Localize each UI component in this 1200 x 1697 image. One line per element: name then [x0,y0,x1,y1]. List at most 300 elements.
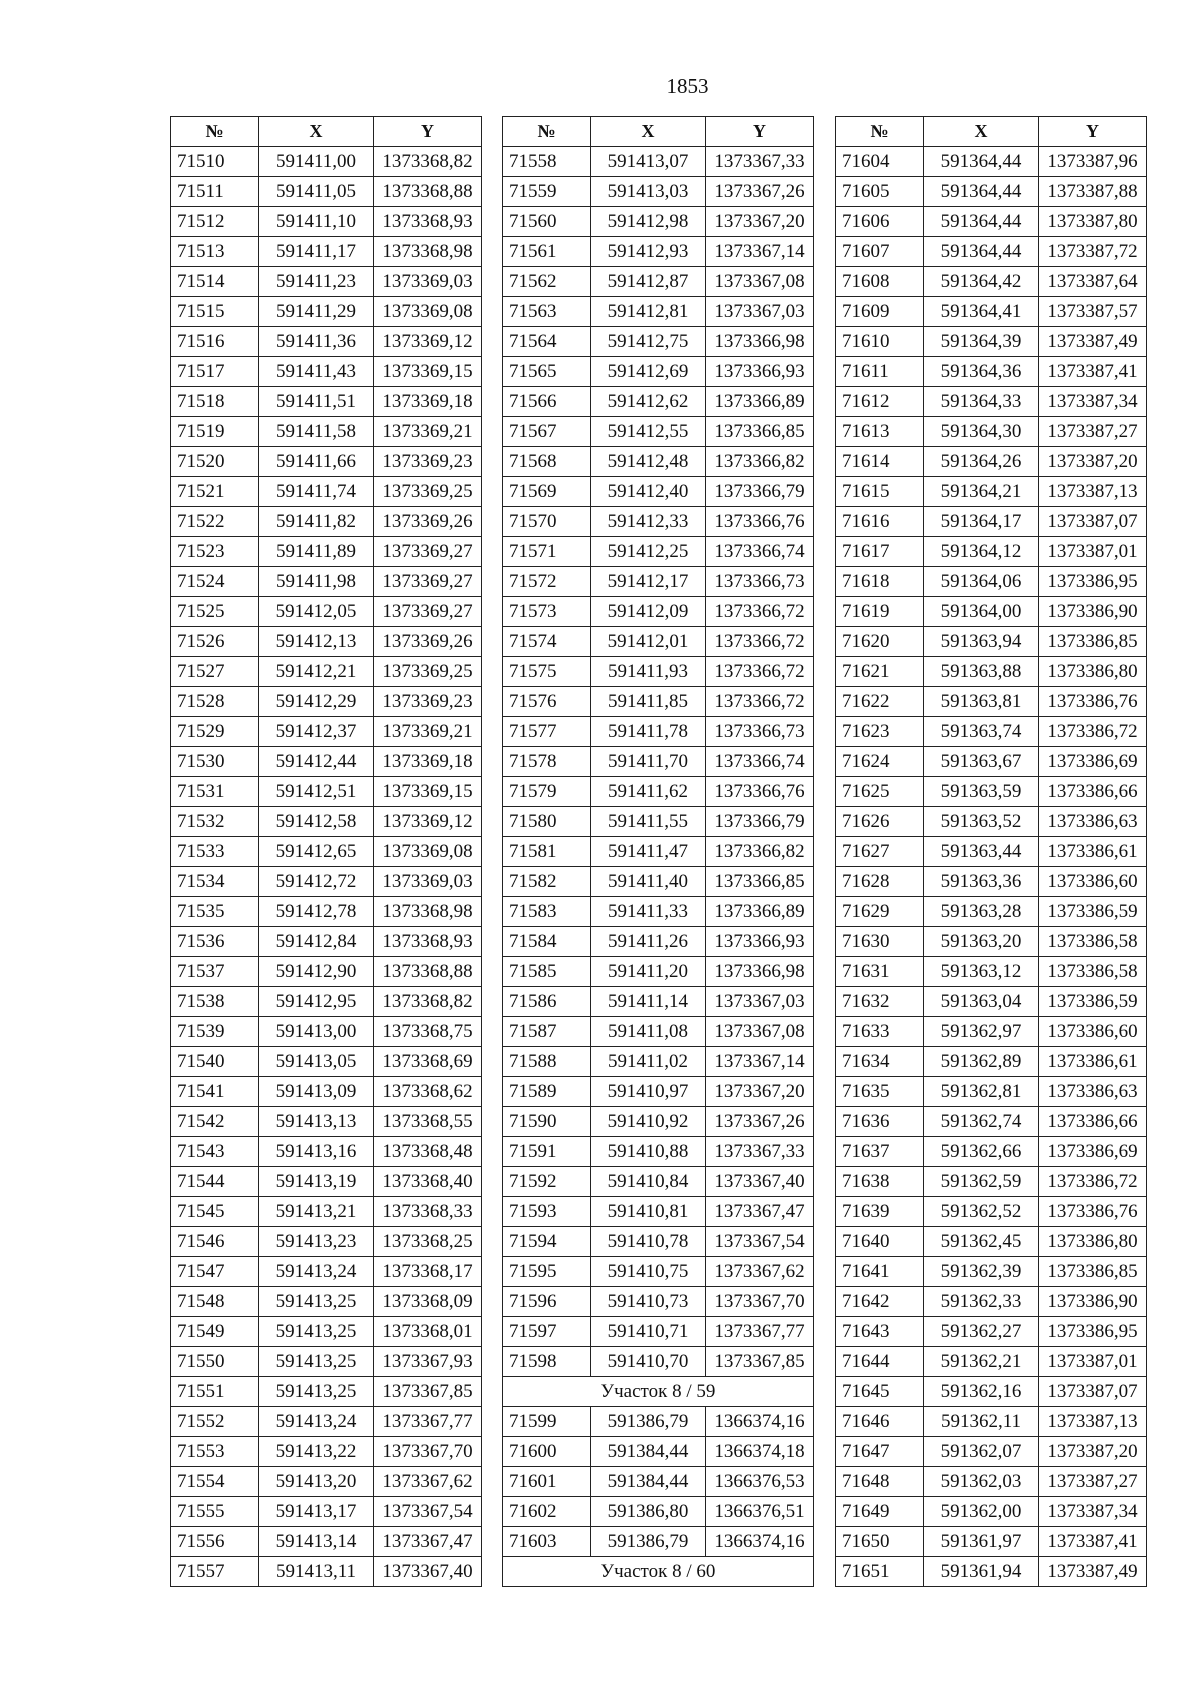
point-number: 71618 [836,567,924,597]
table-row [171,1137,482,1167]
x-coordinate: 591364,12 [924,537,1039,567]
point-number: 71511 [171,177,259,207]
point-number: 71549 [171,1317,259,1347]
coordinates-table-2 [502,116,814,1587]
point-number: 71529 [171,717,259,747]
point-number: 71628 [836,867,924,897]
y-coordinate: 1373387,96 [1039,147,1147,177]
table-row [503,1527,814,1557]
point-number: 71569 [503,477,591,507]
table-row [171,387,482,417]
y-coordinate: 1373366,72 [706,597,814,627]
x-coordinate: 591411,26 [591,927,706,957]
point-number: 71546 [171,1227,259,1257]
table-row [171,687,482,717]
point-number: 71536 [171,927,259,957]
x-coordinate: 591386,79 [591,1527,706,1557]
y-coordinate: 1373387,01 [1039,537,1147,567]
point-number: 71613 [836,417,924,447]
header-y: Y [374,117,482,147]
point-number: 71553 [171,1437,259,1467]
y-coordinate: 1373369,25 [374,657,482,687]
y-coordinate: 1373369,18 [374,747,482,777]
x-coordinate: 591412,95 [259,987,374,1017]
table-row [171,417,482,447]
table-row [836,447,1147,477]
point-number: 71615 [836,477,924,507]
table-row [503,417,814,447]
x-coordinate: 591412,17 [591,567,706,597]
point-number: 71568 [503,447,591,477]
x-coordinate: 591411,89 [259,537,374,567]
table-row [503,1167,814,1197]
y-coordinate: 1373367,33 [706,147,814,177]
x-coordinate: 591364,36 [924,357,1039,387]
x-coordinate: 591362,59 [924,1167,1039,1197]
point-number: 71516 [171,327,259,357]
x-coordinate: 591412,58 [259,807,374,837]
x-coordinate: 591413,25 [259,1377,374,1407]
point-number: 71513 [171,237,259,267]
y-coordinate: 1366374,16 [706,1407,814,1437]
x-coordinate: 591412,25 [591,537,706,567]
table-row [836,507,1147,537]
x-coordinate: 591362,52 [924,1197,1039,1227]
table-row [836,177,1147,207]
table-row [836,537,1147,567]
table-row [171,1047,482,1077]
table-row [171,1497,482,1527]
x-coordinate: 591411,08 [591,1017,706,1047]
point-number: 71633 [836,1017,924,1047]
y-coordinate: 1373367,70 [706,1287,814,1317]
point-number: 71636 [836,1107,924,1137]
table-row [171,957,482,987]
point-number: 71575 [503,657,591,687]
table-row [171,297,482,327]
y-coordinate: 1373366,79 [706,477,814,507]
table-row [503,297,814,327]
x-coordinate: 591413,25 [259,1347,374,1377]
point-number: 71572 [503,567,591,597]
y-coordinate: 1373387,41 [1039,1527,1147,1557]
y-coordinate: 1373367,77 [706,1317,814,1347]
y-coordinate: 1373366,89 [706,897,814,927]
point-number: 71540 [171,1047,259,1077]
point-number: 71563 [503,297,591,327]
table-row [503,567,814,597]
y-coordinate: 1373367,62 [706,1257,814,1287]
table-row [503,1047,814,1077]
point-number: 71515 [171,297,259,327]
table-row [171,237,482,267]
x-coordinate: 591413,16 [259,1137,374,1167]
table-row [503,1497,814,1527]
point-number: 71604 [836,147,924,177]
page-number: 1853 [666,74,709,98]
y-coordinate: 1373368,98 [374,897,482,927]
point-number: 71594 [503,1227,591,1257]
table-row [503,807,814,837]
point-number: 71556 [171,1527,259,1557]
y-coordinate: 1373368,55 [374,1107,482,1137]
table-row [836,297,1147,327]
table-row [503,957,814,987]
x-coordinate: 591362,27 [924,1317,1039,1347]
table-row [171,1527,482,1557]
y-coordinate: 1373387,34 [1039,387,1147,417]
point-number: 71634 [836,1047,924,1077]
x-coordinate: 591362,03 [924,1467,1039,1497]
point-number: 71632 [836,987,924,1017]
point-number: 71589 [503,1077,591,1107]
x-coordinate: 591412,62 [591,387,706,417]
x-coordinate: 591410,78 [591,1227,706,1257]
y-coordinate: 1373368,33 [374,1197,482,1227]
x-coordinate: 591411,05 [259,177,374,207]
x-coordinate: 591412,98 [591,207,706,237]
x-coordinate: 591411,14 [591,987,706,1017]
y-coordinate: 1373387,07 [1039,1377,1147,1407]
table-row [836,1287,1147,1317]
x-coordinate: 591411,43 [259,357,374,387]
x-coordinate: 591364,39 [924,327,1039,357]
y-coordinate: 1373386,90 [1039,597,1147,627]
table-row [171,1437,482,1467]
table-row [171,1167,482,1197]
table-row [836,777,1147,807]
y-coordinate: 1373387,07 [1039,507,1147,537]
table-row [171,927,482,957]
table-row [836,1377,1147,1407]
point-number: 71559 [503,177,591,207]
table-row [503,747,814,777]
x-coordinate: 591412,48 [591,447,706,477]
y-coordinate: 1373367,08 [706,1017,814,1047]
point-number: 71605 [836,177,924,207]
y-coordinate: 1373367,40 [706,1167,814,1197]
section-row [503,1557,814,1587]
x-coordinate: 591384,44 [591,1437,706,1467]
y-coordinate: 1373387,64 [1039,267,1147,297]
point-number: 71581 [503,837,591,867]
point-number: 71610 [836,327,924,357]
y-coordinate: 1373386,85 [1039,1257,1147,1287]
x-coordinate: 591362,66 [924,1137,1039,1167]
table-row [503,1257,814,1287]
x-coordinate: 591412,75 [591,327,706,357]
point-number: 71609 [836,297,924,327]
table-row [836,417,1147,447]
point-number: 71650 [836,1527,924,1557]
table-row [503,627,814,657]
table-row [503,1017,814,1047]
table-row [503,1287,814,1317]
header-number: № [171,117,259,147]
point-number: 71629 [836,897,924,927]
table-row [171,507,482,537]
table-row [503,597,814,627]
point-number: 71512 [171,207,259,237]
point-number: 71625 [836,777,924,807]
point-number: 71523 [171,537,259,567]
x-coordinate: 591364,00 [924,597,1039,627]
y-coordinate: 1373386,72 [1039,717,1147,747]
y-coordinate: 1373387,80 [1039,207,1147,237]
y-coordinate: 1373367,77 [374,1407,482,1437]
table-row [836,597,1147,627]
point-number: 71637 [836,1137,924,1167]
point-number: 71595 [503,1257,591,1287]
x-coordinate: 591362,33 [924,1287,1039,1317]
table-row [171,567,482,597]
y-coordinate: 1373387,34 [1039,1497,1147,1527]
point-number: 71620 [836,627,924,657]
x-coordinate: 591413,23 [259,1227,374,1257]
table-row [503,867,814,897]
y-coordinate: 1373367,03 [706,297,814,327]
table-header-row [836,117,1147,147]
y-coordinate: 1373386,63 [1039,807,1147,837]
x-coordinate: 591412,29 [259,687,374,717]
y-coordinate: 1373367,26 [706,1107,814,1137]
point-number: 71641 [836,1257,924,1287]
point-number: 71557 [171,1557,259,1587]
x-coordinate: 591386,79 [591,1407,706,1437]
table-row [836,477,1147,507]
header-y: Y [706,117,814,147]
point-number: 71614 [836,447,924,477]
point-number: 71541 [171,1077,259,1107]
point-number: 71574 [503,627,591,657]
table-row [171,1197,482,1227]
y-coordinate: 1373366,93 [706,357,814,387]
table-row [836,1257,1147,1287]
x-coordinate: 591410,75 [591,1257,706,1287]
table-row [503,207,814,237]
table-row [836,657,1147,687]
coordinates-table-1 [170,116,482,1587]
x-coordinate: 591411,20 [591,957,706,987]
y-coordinate: 1373366,89 [706,387,814,417]
point-number: 71617 [836,537,924,567]
table-row [503,777,814,807]
point-number: 71520 [171,447,259,477]
point-number: 71525 [171,597,259,627]
point-number: 71640 [836,1227,924,1257]
y-coordinate: 1373366,98 [706,327,814,357]
x-coordinate: 591411,29 [259,297,374,327]
header-x: X [591,117,706,147]
x-coordinate: 591363,88 [924,657,1039,687]
y-coordinate: 1373369,23 [374,447,482,477]
table-row [503,897,814,927]
y-coordinate: 1373368,82 [374,147,482,177]
table-row [503,477,814,507]
y-coordinate: 1373387,27 [1039,1467,1147,1497]
table-row [171,747,482,777]
table-row [171,477,482,507]
table-row [503,1407,814,1437]
y-coordinate: 1373386,95 [1039,1317,1147,1347]
point-number: 71535 [171,897,259,927]
x-coordinate: 591364,21 [924,477,1039,507]
y-coordinate: 1373367,62 [374,1467,482,1497]
x-coordinate: 591411,62 [591,777,706,807]
table-row [836,1017,1147,1047]
x-coordinate: 591384,44 [591,1467,706,1497]
y-coordinate: 1373369,27 [374,567,482,597]
x-coordinate: 591412,40 [591,477,706,507]
x-coordinate: 591413,00 [259,1017,374,1047]
y-coordinate: 1373366,79 [706,807,814,837]
y-coordinate: 1373386,69 [1039,747,1147,777]
x-coordinate: 591412,21 [259,657,374,687]
x-coordinate: 591364,17 [924,507,1039,537]
section-label: Участок 8 / 59 [503,1377,814,1407]
point-number: 71570 [503,507,591,537]
point-number: 71526 [171,627,259,657]
x-coordinate: 591411,33 [591,897,706,927]
point-number: 71544 [171,1167,259,1197]
point-number: 71585 [503,957,591,987]
point-number: 71514 [171,267,259,297]
table-row [171,177,482,207]
y-coordinate: 1373386,58 [1039,957,1147,987]
x-coordinate: 591386,80 [591,1497,706,1527]
table-row [171,1287,482,1317]
y-coordinate: 1373387,88 [1039,177,1147,207]
y-coordinate: 1373386,95 [1039,567,1147,597]
table-row [836,687,1147,717]
y-coordinate: 1373386,58 [1039,927,1147,957]
table-row [836,147,1147,177]
y-coordinate: 1373369,15 [374,357,482,387]
x-coordinate: 591362,97 [924,1017,1039,1047]
x-coordinate: 591410,88 [591,1137,706,1167]
y-coordinate: 1373386,66 [1039,1107,1147,1137]
point-number: 71579 [503,777,591,807]
point-number: 71578 [503,747,591,777]
y-coordinate: 1373366,98 [706,957,814,987]
point-number: 71616 [836,507,924,537]
table-row [836,1437,1147,1467]
table-row [836,387,1147,417]
point-number: 71561 [503,237,591,267]
x-coordinate: 591363,94 [924,627,1039,657]
point-number: 71547 [171,1257,259,1287]
y-coordinate: 1373368,17 [374,1257,482,1287]
x-coordinate: 591363,20 [924,927,1039,957]
y-coordinate: 1373367,85 [374,1377,482,1407]
point-number: 71643 [836,1317,924,1347]
table-row [171,1257,482,1287]
y-coordinate: 1373386,72 [1039,1167,1147,1197]
table-row [836,1107,1147,1137]
table-row [171,867,482,897]
y-coordinate: 1373387,01 [1039,1347,1147,1377]
x-coordinate: 591411,36 [259,327,374,357]
x-coordinate: 591413,20 [259,1467,374,1497]
point-number: 71606 [836,207,924,237]
y-coordinate: 1373368,40 [374,1167,482,1197]
y-coordinate: 1373368,93 [374,207,482,237]
y-coordinate: 1373366,73 [706,717,814,747]
x-coordinate: 591364,41 [924,297,1039,327]
x-coordinate: 591412,81 [591,297,706,327]
point-number: 71565 [503,357,591,387]
table-row [836,957,1147,987]
x-coordinate: 591361,97 [924,1527,1039,1557]
y-coordinate: 1373386,59 [1039,987,1147,1017]
point-number: 71646 [836,1407,924,1437]
table-row [171,837,482,867]
y-coordinate: 1373387,20 [1039,1437,1147,1467]
point-number: 71627 [836,837,924,867]
table-row [836,1497,1147,1527]
point-number: 71534 [171,867,259,897]
point-number: 71564 [503,327,591,357]
x-coordinate: 591362,21 [924,1347,1039,1377]
table-row [171,897,482,927]
point-number: 71630 [836,927,924,957]
table-row [171,1317,482,1347]
x-coordinate: 591412,55 [591,417,706,447]
y-coordinate: 1373369,25 [374,477,482,507]
y-coordinate: 1373386,80 [1039,657,1147,687]
point-number: 71552 [171,1407,259,1437]
point-number: 71562 [503,267,591,297]
point-number: 71528 [171,687,259,717]
y-coordinate: 1373367,47 [374,1527,482,1557]
y-coordinate: 1373369,18 [374,387,482,417]
y-coordinate: 1373387,27 [1039,417,1147,447]
y-coordinate: 1373367,54 [374,1497,482,1527]
point-number: 71621 [836,657,924,687]
x-coordinate: 591364,26 [924,447,1039,477]
y-coordinate: 1373367,14 [706,1047,814,1077]
y-coordinate: 1366376,53 [706,1467,814,1497]
table-row [836,1047,1147,1077]
x-coordinate: 591413,17 [259,1497,374,1527]
point-number: 71573 [503,597,591,627]
point-number: 71603 [503,1527,591,1557]
y-coordinate: 1373369,26 [374,627,482,657]
table-row [503,387,814,417]
x-coordinate: 591361,94 [924,1557,1039,1587]
point-number: 71531 [171,777,259,807]
y-coordinate: 1373366,85 [706,867,814,897]
y-coordinate: 1373366,85 [706,417,814,447]
y-coordinate: 1373367,14 [706,237,814,267]
x-coordinate: 591413,22 [259,1437,374,1467]
point-number: 71517 [171,357,259,387]
y-coordinate: 1373367,20 [706,207,814,237]
table-row [171,1347,482,1377]
x-coordinate: 591413,21 [259,1197,374,1227]
x-coordinate: 591412,84 [259,927,374,957]
table-row [503,1317,814,1347]
x-coordinate: 591411,74 [259,477,374,507]
section-row [503,1377,814,1407]
point-number: 71551 [171,1377,259,1407]
point-number: 71631 [836,957,924,987]
y-coordinate: 1373366,74 [706,747,814,777]
point-number: 71583 [503,897,591,927]
table-row [836,267,1147,297]
header-number: № [503,117,591,147]
y-coordinate: 1373386,60 [1039,867,1147,897]
